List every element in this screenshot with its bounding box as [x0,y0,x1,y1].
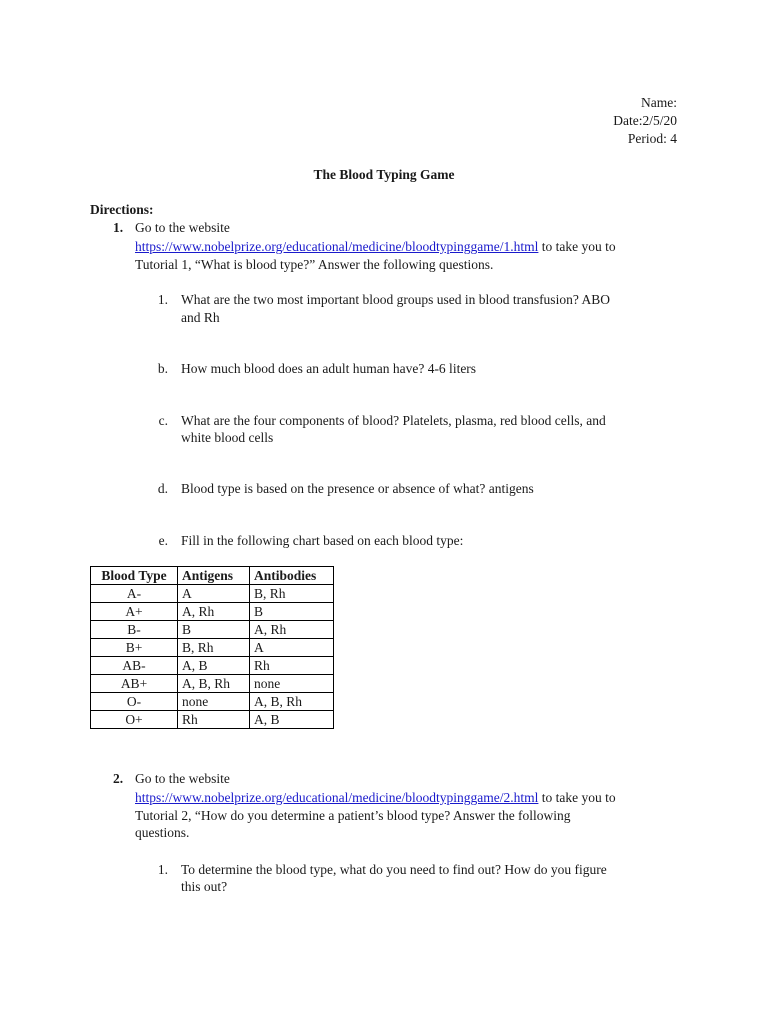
antibodies-cell: B [250,603,334,621]
step2-number: 2. [113,771,124,786]
blood-type-cell: O- [91,693,178,711]
table-row [91,657,334,675]
antigens-cell: A, Rh [178,603,250,621]
antigens-cell: none [178,693,250,711]
header-blood-type: Blood Type [91,567,178,585]
question-1-marker: 1. [157,292,168,307]
blood-type-cell: B- [91,621,178,639]
antigens-cell: B [178,621,250,639]
antigens-cell: B, Rh [178,639,250,657]
antibodies-cell: A, B [250,711,334,729]
header-antibodies: Antibodies [250,567,334,585]
period-label: Period: 4 [627,131,677,146]
question-e-marker: e. [158,533,168,548]
blood-type-cell: O+ [91,711,178,729]
date-label: Date:2/5/20 [613,113,677,128]
step2-link-line [135,789,616,807]
question-e-text: Fill in the following chart based on each blood type: [181,533,464,548]
directions-label: Directions: [90,202,154,217]
table-header-row [91,567,334,585]
step2-tutorial-text: Tutorial 2, “How do you determine a patient’s blood type? Answer the following [135,808,571,823]
antibodies-cell: B, Rh [250,585,334,603]
table-row [91,711,334,729]
table-row [91,621,334,639]
question-b-marker: b. [157,361,168,376]
question-c-text-cont: white blood cells [181,430,274,445]
name-label: Name: [641,95,677,110]
blood-type-cell: B+ [91,639,178,657]
blood-type-cell: AB+ [91,675,178,693]
step2-url-link[interactable]: https://www.nobelprize.org/educational/medicine/bloodtypinggame/2.html [135,790,539,805]
question-1-text-cont: and Rh [181,310,220,325]
question-c-marker: c. [158,413,168,428]
step2-text: Go to the website [135,771,230,786]
table-row [91,675,334,693]
blood-type-table [90,566,334,729]
step2-question-1-text: To determine the blood type, what do you need to find out? How do you figure [181,862,607,877]
step2-question-1-text-cont: this out? [181,879,228,894]
step1-number: 1. [113,220,124,235]
blood-type-cell: A+ [91,603,178,621]
table-row [91,585,334,603]
step1-url-suffix: to take you to [538,239,616,254]
antibodies-cell: Rh [250,657,334,675]
antigens-cell: Rh [178,711,250,729]
question-1-text: What are the two most important blood groups used in blood transfusion? ABO [181,292,610,307]
table-row [91,693,334,711]
blood-type-cell: A- [91,585,178,603]
antibodies-cell: A [250,639,334,657]
antigens-cell: A, B, Rh [178,675,250,693]
step1-text: Go to the website [135,220,230,235]
step2-url-suffix: to take you to [538,790,616,805]
header-antigens: Antigens [178,567,250,585]
blood-type-cell: AB- [91,657,178,675]
page-title: The Blood Typing Game [313,167,455,182]
antibodies-cell: none [250,675,334,693]
step1-url-link[interactable]: https://www.nobelprize.org/educational/medicine/bloodtypinggame/1.html [135,239,539,254]
question-c-text: What are the four components of blood? Platelets, plasma, red blood cells, and [181,413,606,428]
table-row [91,603,334,621]
question-b-text: How much blood does an adult human have? 4-6 liters [181,361,477,376]
table-row [91,639,334,657]
step1-tutorial-text: Tutorial 1, “What is blood type?” Answer the following questions. [135,257,494,272]
step1-link-line [135,238,616,256]
step2-tutorial-text-cont: questions. [135,825,190,840]
antibodies-cell: A, Rh [250,621,334,639]
antibodies-cell: A, B, Rh [250,693,334,711]
question-d-marker: d. [157,481,168,496]
antigens-cell: A [178,585,250,603]
step2-question-1-marker: 1. [157,862,168,877]
antigens-cell: A, B [178,657,250,675]
question-d-text: Blood type is based on the presence or absence of what? antigens [181,481,534,496]
